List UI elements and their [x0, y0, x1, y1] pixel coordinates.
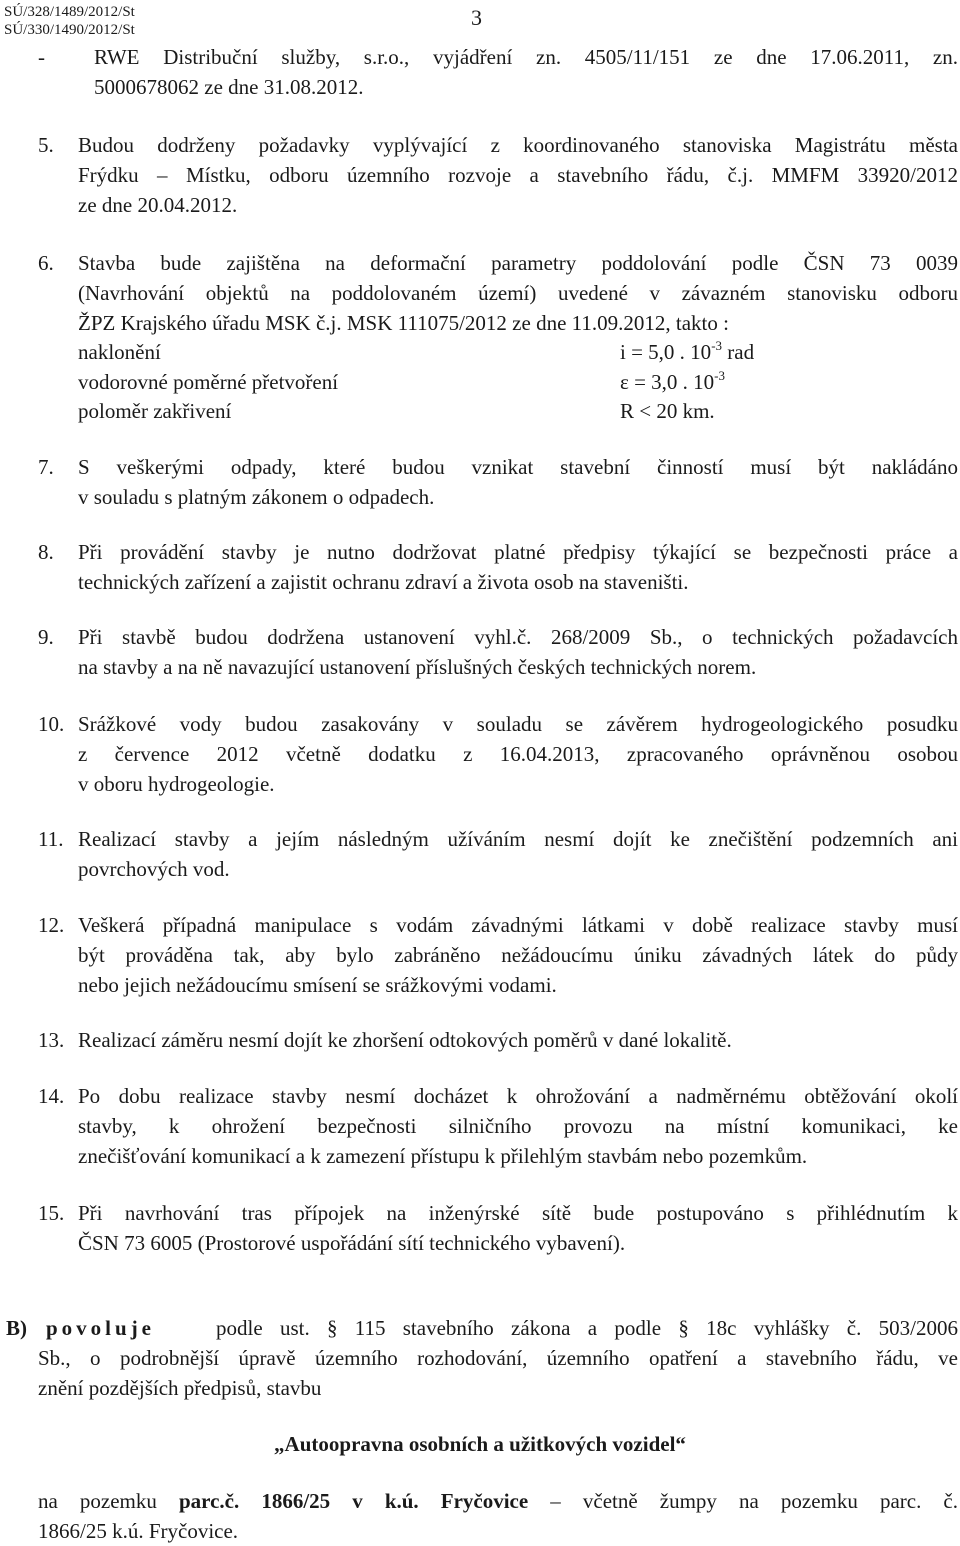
file-reference [4, 3, 135, 39]
item-6-line-2: (Navrhování objektů na poddolovaném území) uvedené v závazném stanovisku odboru [78, 281, 958, 305]
item-7-number: 7. [38, 455, 54, 479]
section-b-verb [46, 1313, 155, 1343]
item-10-number: 10. [38, 712, 65, 736]
item-6-number: 6. [38, 251, 54, 275]
item-9 [78, 622, 958, 682]
location-line-1: na pozemku parc.č. 1866/25 v k.ú. Fryčovice – včetně žumpy na pozemku parc. č. [38, 1489, 958, 1513]
item-12-line-2: být prováděna tak, aby bylo zabráněno nežádoucímu úniku závadných látek do půdy [78, 943, 958, 967]
item-12 [78, 910, 958, 1000]
item-6-line-3: ŽPZ Krajského úřadu MSK č.j. MSK 111075/2012 ze dne 11.09.2012, takto : [78, 311, 729, 335]
item-10-line-1: Srážkové vody budou zasakovány v souladu se závěrem hydrogeologického posudku [78, 712, 958, 736]
item-15-number: 15. [38, 1201, 65, 1225]
parcel-reference: parc.č. 1866/25 v k.ú. Fryčovice [178, 1489, 529, 1513]
item-11-number: 11. [38, 827, 64, 851]
item-8-line-1: Při provádění stavby je nutno dodržovat platné předpisy týkající se bezpečnosti práce a [78, 540, 958, 564]
location [38, 1486, 958, 1546]
item-14-line-1: Po dobu realizace stavby nesmí docházet k ohrožování a nadměrnému obtěžování okolí [78, 1084, 958, 1108]
item-5-line-2: Frýdku – Místku, odboru územního rozvoje a stavebního řádu, č.j. MMFM 33920/2012 [78, 163, 958, 187]
location-line-2: 1866/25 k.ú. Fryčovice. [38, 1519, 239, 1543]
item-6 [78, 248, 958, 338]
item-5-line-3: ze dne 20.04.2012. [78, 193, 238, 217]
section-b-line-1: podle ust. § 115 stavebního zákona a podle § 18c vyhlášky č. 503/2006 [216, 1316, 958, 1340]
item-8-number: 8. [38, 540, 54, 564]
item-9-line-2: na stavby a na ně navazující ustanovení příslušných českých technických norem. [78, 655, 757, 679]
item-12-line-1: Veškerá případná manipulace s vodám závadnými látkami v době realizace stavby musí [78, 913, 958, 937]
param-name: vodorovné poměrné přetvoření [78, 370, 339, 394]
item-5-number: 5. [38, 133, 54, 157]
param-name: naklonění [78, 340, 161, 364]
item-8-line-2: technických zařízení a zajistit ochranu zdraví a života osob na staveništi. [78, 570, 689, 594]
param-name: poloměr zakřivení [78, 399, 232, 423]
item-15-line-1: Při navrhování tras přípojek na inženýrské sítě bude postupováno s přihlédnutím k [78, 1201, 958, 1225]
param-value: R < 20 km. [620, 399, 715, 423]
item-11-line-2: povrchových vod. [78, 857, 230, 881]
param-value: i = 5,0 . $10^{-3}$ rad [620, 338, 755, 364]
item-6-line-1: Stavba bude zajištěna na deformační parametry poddolování podle ČSN 73 0039 [78, 251, 958, 275]
section-b-line-2: Sb., o podrobnější úpravě územního rozhodování, územního opatření a stavebního řádu, ve [38, 1346, 958, 1370]
file-reference-1: SÚ/328/1489/2012/St [4, 4, 135, 20]
item-8 [78, 537, 958, 597]
item-7-line-2: v souladu s platným zákonem o odpadech. [78, 485, 435, 509]
povoluje-verb: povoluje [46, 1316, 156, 1340]
item-14-line-3: znečišťování komunikací a k zamezení přístupu k přilehlým stavbám nebo pozemkům. [78, 1144, 808, 1168]
file-reference-2: SÚ/330/1490/2012/St [4, 22, 135, 38]
item-14 [78, 1081, 958, 1171]
item-13 [78, 1025, 958, 1055]
rwe-item [94, 42, 958, 102]
item-13-number: 13. [38, 1028, 65, 1052]
item-14-line-2: stavby, k ohrožení bezpečnosti silničního provozu na místní komunikaci, ke [78, 1114, 958, 1138]
item-10-line-2: z července 2012 včetně dodatku z 16.04.2013, zpracovaného oprávněnou osobou [78, 742, 958, 766]
item-11 [78, 824, 958, 884]
item-15 [78, 1198, 958, 1258]
rwe-line-2: 5000678062 ze dne 31.08.2012. [94, 75, 364, 99]
item-15-line-2: ČSN 73 6005 (Prostorové uspořádání sítí technického vybavení). [78, 1231, 626, 1255]
item-13-line-1: Realizací záměru nesmí dojít ke zhoršení odtokových poměrů v dané lokalitě. [78, 1028, 732, 1052]
dash-marker: - [38, 45, 45, 69]
item-9-line-1: Při stavbě budou dodržena ustanovení vyhl.č. 268/2009 Sb., o technických požadavcích [78, 625, 958, 649]
item-11-line-1: Realizací stavby a jejím následným užíváním nesmí dojít ke znečištění podzemních ani [78, 827, 958, 851]
item-12-number: 12. [38, 913, 65, 937]
section-b-line-3: znění pozdějších předpisů, stavbu [38, 1376, 322, 1400]
item-7-line-1: S veškerými odpady, které budou vznikat stavební činností musí být nakládáno [78, 455, 958, 479]
item-7 [78, 452, 958, 512]
section-b-label: B) [6, 1316, 27, 1340]
building-title: „Autoopravna osobních a užitkových vozidel“ [274, 1432, 686, 1456]
item-14-number: 14. [38, 1084, 65, 1108]
item-5 [78, 130, 958, 220]
item-10-line-3: v oboru hydrogeologie. [78, 772, 275, 796]
item-5-line-1: Budou dodrženy požadavky vyplývající z koordinovaného stanoviska Magistrátu města [78, 133, 958, 157]
page-number: 3 [471, 5, 482, 30]
section-b-body [38, 1343, 958, 1403]
param-value: ε = 3,0 . $10^{-3}$ [620, 368, 726, 394]
item-9-number: 9. [38, 625, 54, 649]
item-10 [78, 709, 958, 799]
item-12-line-3: nebo jejich nežádoucímu smísení se srážkovými vodami. [78, 973, 557, 997]
rwe-line-1: RWE Distribuční služby, s.r.o., vyjádření zn. 4505/11/151 ze dne 17.06.2011, zn. [94, 45, 958, 69]
